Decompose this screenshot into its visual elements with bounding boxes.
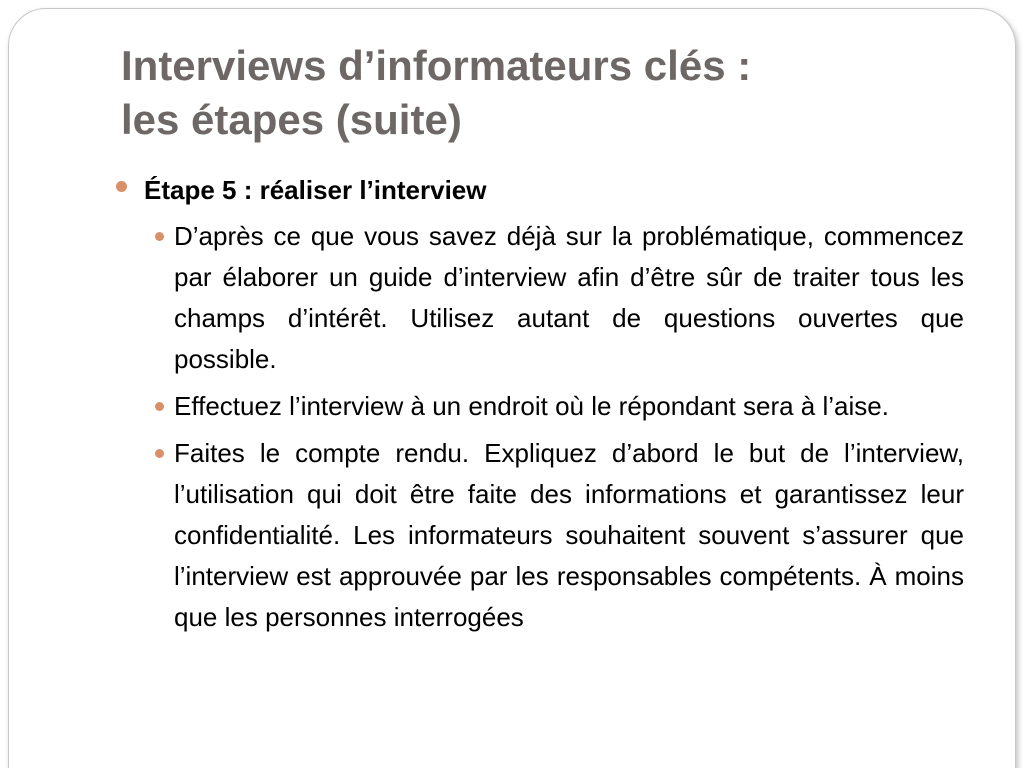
bullet-dot-icon — [155, 232, 164, 241]
bullet-list-level-2 — [148, 216, 964, 644]
slide-title — [121, 39, 981, 147]
list-item — [148, 216, 964, 380]
list-item — [148, 433, 964, 638]
list-item-text: D’après ce que vous savez déjà sur la problématique, commencez par élaborer un guide d’interview afin d’être sûr de traiter tous les champs d’intérêt. Utilisez autant de questions ouvertes que possible. — [174, 221, 964, 374]
list-item-text: Effectuez l’interview à un endroit où le répondant sera à l’aise. — [174, 391, 889, 421]
list-item-text: Faites le compte rendu. Expliquez d’abord le but de l’interview, l’utilisation qui doit être faite des informations et garantissez leur confidentialité. Les informateurs souhaitent souvent s’assurer que l’interview est approuvée par les responsables compétents. À moins que les personnes interrogées — [174, 438, 964, 632]
slide-title-line-1: Interviews d’informateurs clés : — [121, 42, 752, 89]
bullet-dot-icon — [155, 449, 164, 458]
list-item — [148, 386, 964, 427]
bullet-dot-icon — [116, 181, 127, 192]
slide-title-line-2: les étapes (suite) — [121, 96, 462, 143]
bullet-dot-icon — [155, 402, 164, 411]
step-label: Étape 5 : réaliser l’interview — [144, 175, 487, 205]
